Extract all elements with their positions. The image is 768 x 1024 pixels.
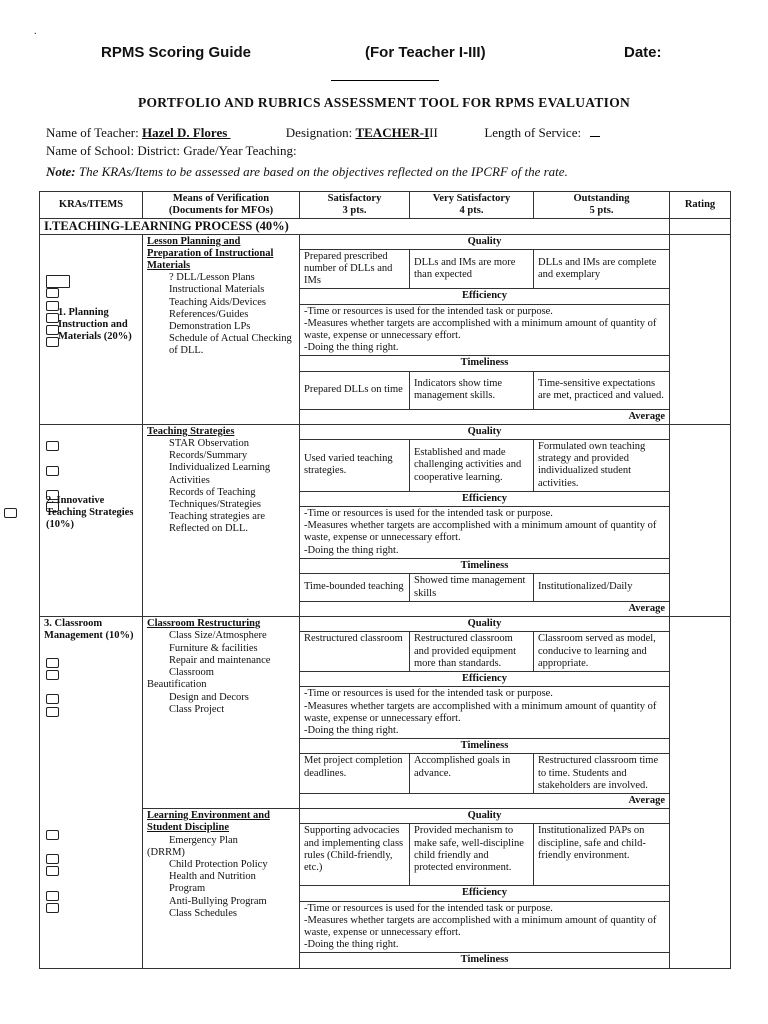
efficiency-label: Efficiency — [300, 886, 670, 901]
kra-planning — [40, 234, 143, 424]
mov-item: Records of Teaching — [169, 486, 256, 498]
mov-item: Schedule of Actual Checking of DLL. — [169, 333, 292, 357]
mov-item: Teaching Aids/Devices — [169, 296, 266, 308]
mov-item: Demonstration LPs — [169, 321, 251, 333]
checkbox[interactable] — [4, 508, 17, 518]
designation-suffix: II — [429, 125, 438, 140]
quality-very-satisfactory: Established and made challenging activities and cooperative learning. — [410, 440, 534, 492]
checkbox[interactable] — [46, 866, 59, 876]
efficiency-label: Efficiency — [300, 491, 670, 506]
average-label: Average — [300, 602, 670, 617]
date-underline — [331, 80, 439, 81]
efficiency-line: -Measures whether targets are accomplished with a minimum amount of quantity of waste, expense or unnecessary effort. — [304, 317, 657, 342]
checkbox-group — [46, 829, 62, 914]
col-kras: KRAs/ITEMS — [40, 192, 143, 219]
average-label: Average — [300, 409, 670, 424]
kra-label: 1. Planning Instruction and Materials (20%) — [58, 306, 132, 343]
checkbox[interactable] — [46, 854, 59, 864]
efficiency-label: Efficiency — [300, 672, 670, 687]
designation-value: TEACHER-I — [355, 125, 430, 140]
sat-points: 3 pts. — [342, 205, 367, 217]
mov-item: Anti-Bullying Program — [169, 895, 267, 907]
timeliness-satisfactory: Time-bounded teaching — [300, 574, 410, 602]
doc-title: RPMS Scoring Guide — [101, 44, 252, 61]
mov-item: Class Project — [169, 703, 225, 715]
efficiency-line: -Time or resources is used for the intended task or purpose. — [304, 508, 553, 520]
mov-item: Program — [169, 883, 206, 895]
school-info-line: Name of School: District: Grade/Year Teaching: — [46, 143, 297, 158]
teacher-info-line — [46, 125, 600, 141]
col-very-satisfactory — [410, 192, 534, 219]
timeliness-satisfactory: Prepared DLLs on time — [300, 371, 410, 409]
date-label: Date: — [624, 44, 662, 61]
quality-satisfactory: Restructured classroom — [300, 632, 410, 672]
efficiency-line: -Doing the thing right. — [304, 724, 399, 736]
vsat-points: 4 pts. — [459, 205, 484, 217]
timeliness-very-satisfactory: Indicators show time management skills. — [410, 371, 534, 409]
mov-item: Techniques/Strategies — [169, 499, 261, 511]
kra-label: 3. Classroom Management (10%) — [44, 618, 134, 642]
checkbox[interactable] — [46, 891, 59, 901]
rating-cell[interactable] — [670, 234, 731, 424]
teacher-range: (For Teacher I-III) — [365, 44, 486, 61]
name-label: Name of Teacher: — [46, 125, 142, 140]
checkbox[interactable] — [46, 441, 59, 451]
timeliness-outstanding: Time-sensitive expectations are met, practiced and valued. — [534, 371, 670, 409]
rating-cell[interactable] — [670, 617, 731, 968]
quality-label: Quality — [300, 234, 670, 249]
timeliness-very-satisfactory: Showed time management skills — [410, 574, 534, 602]
note-label: Note: — [46, 164, 76, 179]
quality-satisfactory: Used varied teaching strategies. — [300, 440, 410, 492]
timeliness-label: Timeliness — [300, 739, 670, 754]
quality-satisfactory: Supporting advocacies and implementing class rules (Child-friendly, etc.) — [300, 824, 410, 886]
mov-cell-environment — [143, 809, 300, 968]
mov-sublabel: (Documents for MFOs) — [168, 205, 274, 217]
quality-outstanding: DLLs and IMs are complete and exemplary — [534, 249, 670, 289]
efficiency-line: -Doing the thing right. — [304, 544, 399, 556]
rating-cell[interactable] — [670, 424, 731, 616]
col-satisfactory — [300, 192, 410, 219]
efficiency-line: -Measures whether targets are accomplished with a minimum amount of quantity of waste, expense or unnecessary effort. — [304, 914, 657, 938]
mov-item: ? DLL/Lesson Plans — [169, 272, 255, 284]
checkbox[interactable] — [46, 275, 70, 288]
mov-cell-restructuring — [143, 617, 300, 809]
mov-item: (DRRM) — [147, 846, 185, 858]
quality-label: Quality — [300, 424, 670, 439]
document-header — [0, 44, 768, 64]
mov-cell-planning — [143, 234, 300, 424]
mov-item: Class Size/Atmosphere — [169, 630, 267, 642]
quality-outstanding: Institutionalized PAPs on discipline, safe and child-friendly environment. — [534, 824, 670, 886]
quality-satisfactory: Prepared prescribed number of DLLs and IMs — [300, 249, 410, 289]
efficiency-line: -Doing the thing right. — [304, 939, 399, 951]
efficiency-label: Efficiency — [300, 289, 670, 304]
mov-title: Classroom Restructuring — [147, 618, 261, 630]
checkbox[interactable] — [46, 830, 59, 840]
mov-item: Design and Decors — [169, 691, 249, 703]
out-points: 5 pts. — [589, 205, 614, 217]
quality-label: Quality — [300, 809, 670, 824]
checkbox[interactable] — [46, 903, 59, 913]
doc-subtitle: PORTFOLIO AND RUBRICS ASSESSMENT TOOL FOR RPMS EVALUATION — [137, 95, 631, 110]
efficiency-line: -Time or resources is used for the intended task or purpose. — [304, 305, 553, 317]
col-rating: Rating — [670, 192, 731, 219]
checkbox[interactable] — [46, 466, 59, 476]
mov-item: Emergency Plan — [169, 834, 238, 846]
mov-item: STAR Observation — [169, 438, 249, 450]
stray-mark: . — [34, 26, 37, 37]
sat-label: Satisfactory — [327, 193, 382, 204]
timeliness-label: Timeliness — [300, 953, 670, 968]
mov-item: Furniture & facilities — [169, 642, 258, 654]
efficiency-line: -Doing the thing right. — [304, 342, 399, 354]
quality-label: Quality — [300, 617, 670, 632]
checkbox[interactable] — [46, 707, 59, 717]
efficiency-text — [300, 901, 670, 953]
mov-item: Child Protection Policy — [169, 858, 268, 870]
mov-item: Instructional Materials — [169, 284, 265, 296]
mov-label: Means of Verification — [172, 193, 270, 204]
mov-item: Records/Summary — [169, 450, 248, 462]
rubric-table — [39, 191, 731, 969]
efficiency-text — [300, 687, 670, 739]
mov-item: Class Schedules — [169, 907, 237, 919]
efficiency-line: -Time or resources is used for the intended task or purpose. — [304, 902, 553, 914]
timeliness-outstanding: Institutionalized/Daily — [534, 574, 670, 602]
name-value: Hazel D. Flores — [141, 125, 231, 140]
col-outstanding — [534, 192, 670, 219]
kra-label: 2. Innovative Teaching Strategies (10%) — [46, 494, 134, 531]
vsat-label: Very Satisfactory — [432, 193, 511, 204]
mov-item: Health and Nutrition — [169, 871, 256, 883]
out-label: Outstanding — [573, 193, 630, 204]
mov-title: Teaching Strategies — [147, 425, 235, 437]
timeliness-satisfactory: Met project completion deadlines. — [300, 754, 410, 794]
checkbox-group — [46, 657, 62, 718]
quality-very-satisfactory: Provided mechanism to make safe, well-discipline child friendly and protected environment. — [410, 824, 534, 886]
designation-label: Designation: — [285, 125, 356, 140]
checkbox[interactable] — [46, 694, 59, 704]
note-line — [46, 164, 568, 180]
mov-title: Lesson Planning and Preparation of Instructional Materials — [147, 235, 274, 272]
timeliness-very-satisfactory: Accomplished goals in advance. — [410, 754, 534, 794]
efficiency-line: -Time or resources is used for the intended task or purpose. — [304, 688, 553, 700]
mov-item: References/Guides — [169, 308, 249, 320]
timeliness-label: Timeliness — [300, 356, 670, 371]
kra-innovative — [40, 424, 143, 616]
col-mov — [143, 192, 300, 219]
efficiency-line: -Measures whether targets are accomplished with a minimum amount of quantity of waste, expense or unnecessary effort. — [304, 520, 657, 544]
mov-item: Classroom — [169, 667, 214, 679]
mov-title: Learning Environment and Student Discipline — [147, 810, 270, 834]
section-title: I.TEACHING-LEARNING PROCESS (40%) — [40, 219, 670, 234]
checkbox[interactable] — [46, 288, 59, 298]
mov-item: Repair and maintenance — [169, 654, 271, 666]
mov-cell-strategies — [143, 424, 300, 616]
service-label: Length of Service: — [484, 125, 582, 140]
quality-outstanding: Formulated own teaching strategy and provided individualized student activities. — [534, 440, 670, 492]
quality-outstanding: Classroom served as model, conducive to learning and appropriate. — [534, 632, 670, 672]
mov-item: Individualized Learning Activities — [169, 462, 271, 486]
kra-classroom — [40, 617, 143, 968]
note-text: The KRAs/Items to be assessed are based on the objectives reflected on the IPCRF of the rate. — [75, 164, 568, 179]
quality-very-satisfactory: DLLs and IMs are more than expected — [410, 249, 534, 289]
checkbox[interactable] — [46, 670, 59, 680]
quality-very-satisfactory: Restructured classroom and provided equipment more than standards. — [410, 632, 534, 672]
efficiency-text — [300, 304, 670, 356]
efficiency-line: -Measures whether targets are accomplished with a minimum amount of quantity of waste, expense or unnecessary effort. — [304, 700, 657, 724]
average-label: Average — [300, 793, 670, 808]
timeliness-label: Timeliness — [300, 558, 670, 573]
mov-item: Teaching strategies are Reflected on DLL. — [169, 511, 266, 535]
mov-item: Beautification — [147, 679, 207, 691]
checkbox[interactable] — [46, 658, 59, 668]
timeliness-outstanding: Restructured classroom time to time. Students and stakeholders are involved. — [534, 754, 670, 794]
rating-cell[interactable] — [670, 219, 731, 234]
efficiency-text — [300, 507, 670, 559]
